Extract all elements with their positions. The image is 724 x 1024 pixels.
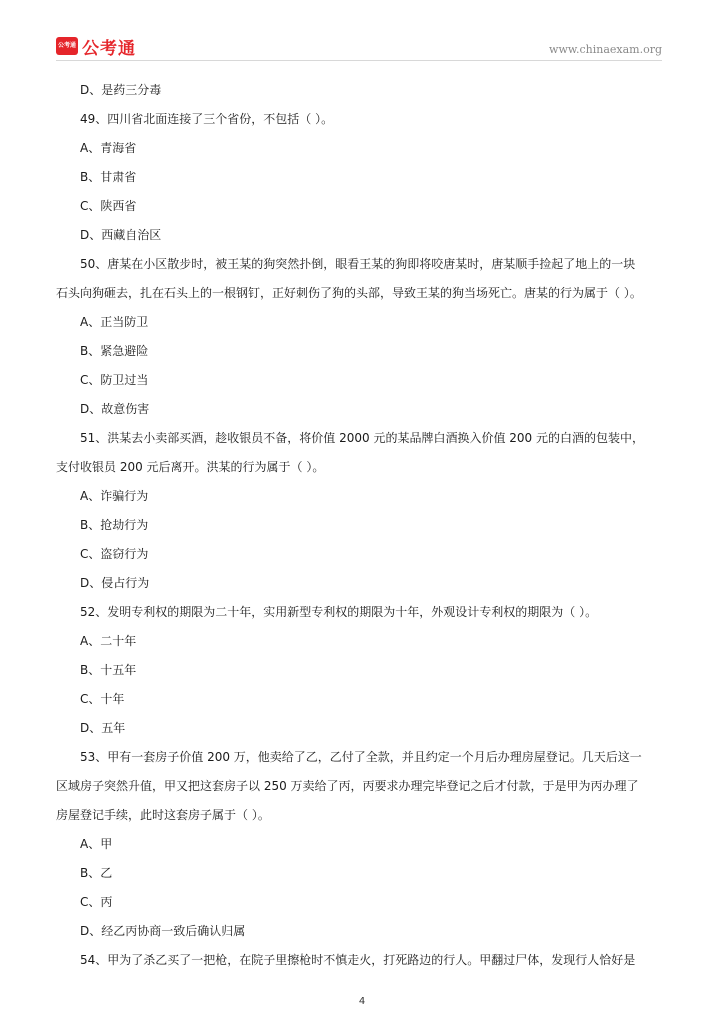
text-line: C、陕西省: [80, 199, 137, 213]
logo: [56, 36, 136, 59]
text-line: A、二十年: [80, 634, 137, 648]
text-line: 支付收银员 200 元后离开。洪某的行为属于（ ）。: [56, 460, 325, 474]
text-line: D、西藏自治区: [80, 228, 162, 242]
text-line: D、五年: [80, 721, 126, 735]
text-line: 53、甲有一套房子价值 200 万，他卖给了乙，乙付了全款，并且约定一个月后办理房屋登记。几天后这一: [80, 750, 642, 764]
text-line: C、盗窃行为: [80, 547, 149, 561]
text-line: C、十年: [80, 692, 125, 706]
text-line: A、正当防卫: [80, 315, 149, 329]
text-line: C、防卫过当: [80, 373, 149, 387]
logo-badge: 公考通: [56, 37, 78, 55]
text-line: 51、洪某去小卖部买酒，趁收银员不备，将价值 2000 元的某品牌白酒换入价值 200 元的白酒的包装中，: [80, 431, 644, 445]
text-line: A、甲: [80, 837, 113, 851]
text-line: B、紧急避险: [80, 344, 149, 358]
text-line: D、是药三分毒: [80, 83, 162, 97]
text-line: C、丙: [80, 895, 113, 909]
text-line: D、经乙丙协商一致后确认归属: [80, 924, 246, 938]
text-line: D、故意伤害: [80, 402, 150, 416]
text-line: 52、发明专利权的期限为二十年，实用新型专利权的期限为十年，外观设计专利权的期限为（ ）。: [80, 605, 598, 619]
text-line: 49、四川省北面连接了三个省份，不包括（ ）。: [80, 112, 334, 126]
text-line: A、青海省: [80, 141, 137, 155]
text-line: D、侵占行为: [80, 576, 150, 590]
text-line: 54、甲为了杀乙买了一把枪，在院子里擦枪时不慎走火，打死路边的行人。甲翻过尸体，发现行人恰好是: [80, 953, 636, 967]
text-line: 50、唐某在小区散步时，被王某的狗突然扑倒，眼看王某的狗即将咬唐某时，唐某顺手捡起了地上的一块: [80, 257, 636, 271]
text-line: 石头向狗砸去，扎在石头上的一根钢钉，正好刺伤了狗的头部，导致王某的狗当场死亡。唐某的行为属于（ ）。: [56, 286, 642, 300]
text-line: B、十五年: [80, 663, 137, 677]
text-line: B、甘肃省: [80, 170, 137, 184]
logo-text: 公考通: [82, 38, 136, 59]
page-header: [56, 30, 662, 61]
page-number: 4: [358, 996, 366, 1007]
site-url: www.chinaexam.org: [549, 43, 662, 56]
document-body: [56, 76, 676, 975]
text-line: 区域房子突然升值，甲又把这套房子以 250 万卖给了丙，丙要求办理完毕登记之后才付款，于是甲为丙办理了: [56, 779, 639, 793]
text-line: B、抢劫行为: [80, 518, 149, 532]
text-line: A、诈骗行为: [80, 489, 149, 503]
text-line: B、乙: [80, 866, 113, 880]
text-line: 房屋登记手续，此时这套房子属于（ ）。: [56, 808, 270, 822]
